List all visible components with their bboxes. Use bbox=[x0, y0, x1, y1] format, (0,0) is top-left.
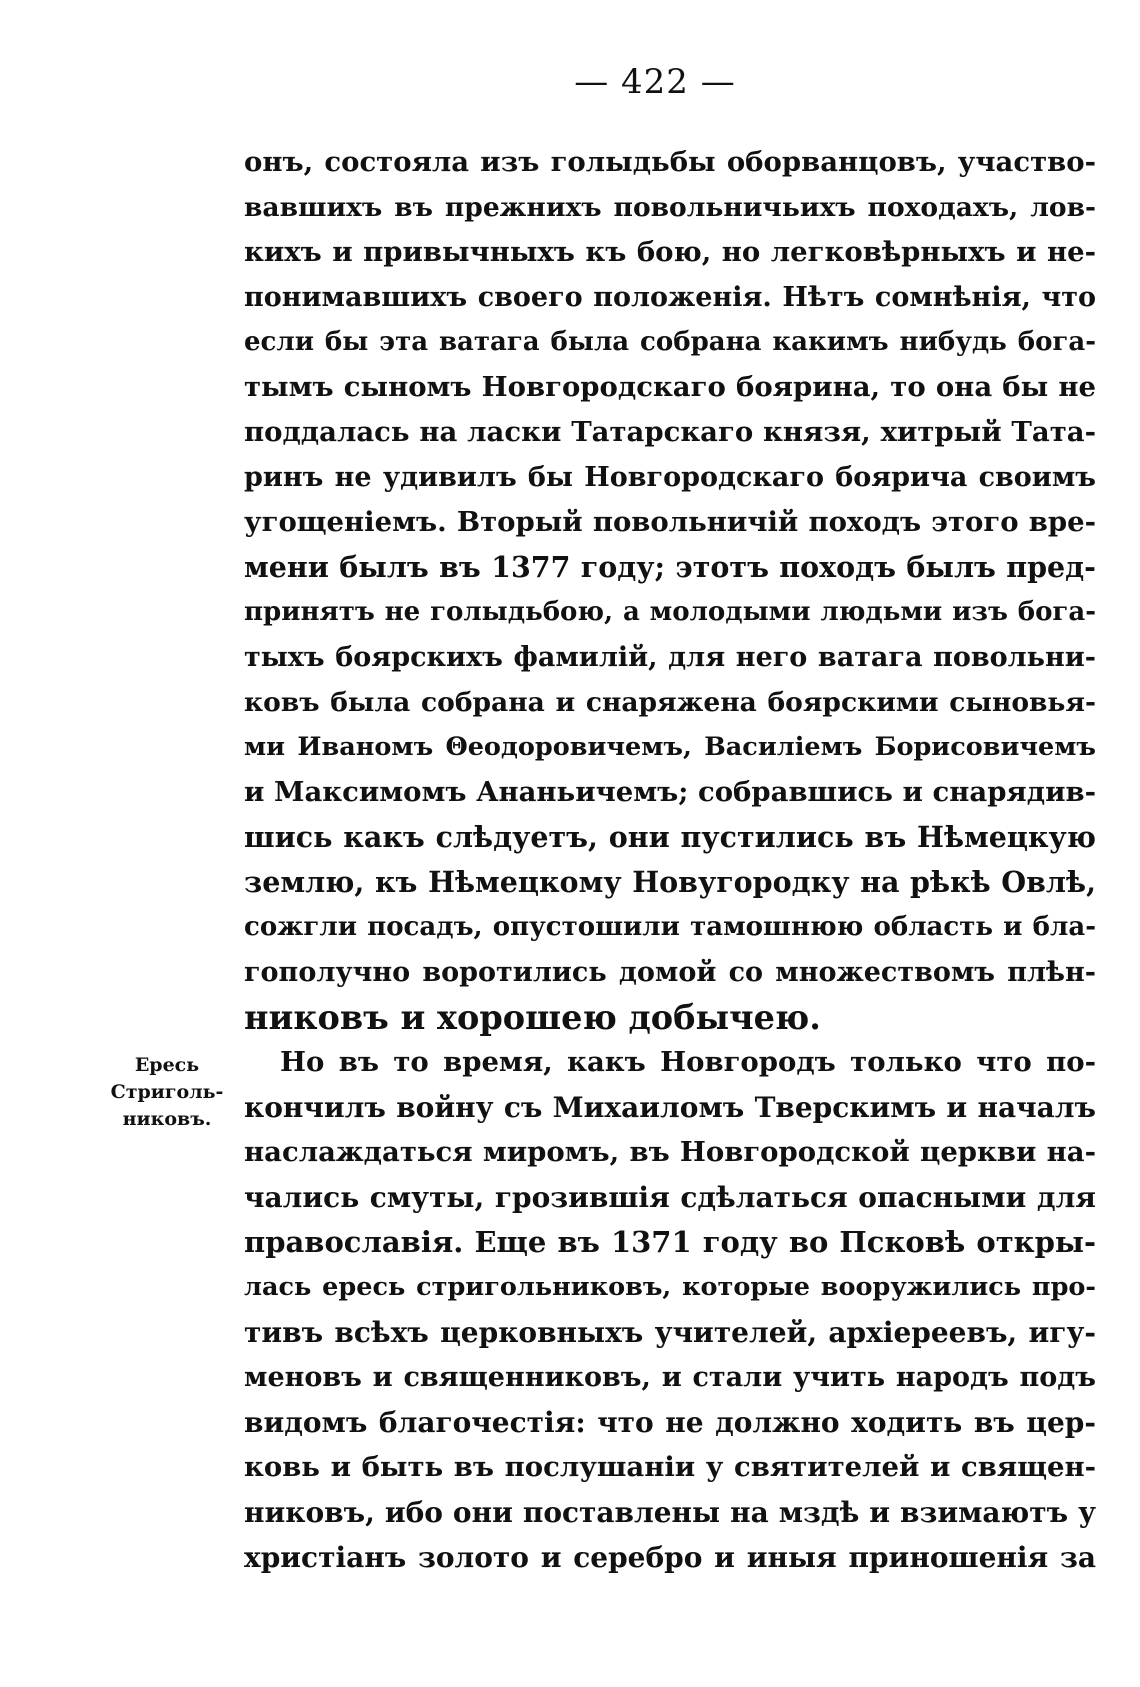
text-line: принятъ не голыдьбою, а молодыми людьми изъ бога- bbox=[244, 597, 1096, 627]
text-line: землю, къ Нѣмецкому Новугородку на рѣкѣ Овлѣ, bbox=[244, 865, 1096, 899]
text-line: видомъ благочестія: что не должно ходить въ цер- bbox=[244, 1406, 1096, 1439]
text-line: гополучно воротились домой со множествомъ плѣн- bbox=[244, 957, 1096, 988]
text-line: если бы эта ватага была собрана какимъ нибудь бога- bbox=[244, 327, 1096, 357]
text-line: наслаждаться миромъ, въ Новгородской церкви на- bbox=[244, 1136, 1096, 1168]
text-line: кончилъ войну съ Михаиломъ Тверскимъ и началъ bbox=[244, 1091, 1096, 1124]
text-line: ми Иваномъ Θеодоровичемъ, Василіемъ Борисовичемъ bbox=[244, 732, 1096, 762]
text-line: и Максимомъ Ананьичемъ; собравшись и снарядив- bbox=[244, 776, 1096, 808]
text-line: никовъ, ибо они поставлены на мздѣ и взимаютъ у bbox=[244, 1496, 1096, 1529]
page-number: — 422 — bbox=[574, 62, 736, 102]
text-line: меновъ и священниковъ, и стали учить народъ подъ bbox=[244, 1362, 1096, 1393]
body-text bbox=[244, 140, 1096, 1580]
text-line: православія. Еще въ 1371 году во Псковѣ откры- bbox=[244, 1225, 1096, 1259]
text-line: угощеніемъ. Вторый повольничій походъ этого вре- bbox=[244, 506, 1096, 538]
text-line: тымъ сыномъ Новгородскаго боярина, то она бы не bbox=[244, 371, 1096, 403]
text-line: тивъ всѣхъ церковныхъ учителей, архіереевъ, игу- bbox=[244, 1316, 1096, 1349]
text-line: ковь и быть въ послушаніи у святителей и священ- bbox=[244, 1451, 1096, 1483]
text-line: мени былъ въ 1377 году; этотъ походъ былъ пред- bbox=[244, 550, 1096, 584]
text-line: онъ, состояла изъ голыдьбы оборванцовъ, участво- bbox=[244, 146, 1096, 178]
text-line: ковъ была собрана и снаряжена боярскими сыновья- bbox=[244, 687, 1096, 718]
text-line: ринъ не удивилъ бы Новгородскаго боярича своимъ bbox=[244, 462, 1096, 493]
margin-note-line: никовъ. bbox=[122, 1108, 212, 1130]
text-line: сожгли посадъ, опустошили тамошнюю область и бла- bbox=[244, 912, 1096, 942]
text-line: лась ересь стригольниковъ, которые вооружились про- bbox=[244, 1272, 1096, 1302]
text-line: тыхъ боярскихъ фамилій, для него ватага повольни- bbox=[244, 642, 1096, 673]
text-line: чались смуты, грозившія сдѣлаться опасными для bbox=[244, 1181, 1096, 1214]
paragraph-start-line: Но въ то время, какъ Новгородъ только что по- bbox=[280, 1046, 1096, 1078]
text-line: вавшихъ въ прежнихъ повольничьихъ походахъ, лов- bbox=[244, 192, 1096, 223]
paragraph-end-line: никовъ и хорошею добычею. bbox=[244, 998, 821, 1037]
text-line: христіанъ золото и серебро и иныя приношенія за bbox=[244, 1541, 1096, 1574]
text-line: понимавшихъ своего положенія. Нѣтъ сомнѣнія, что bbox=[244, 282, 1096, 313]
margin-note-line: Ересь bbox=[134, 1054, 200, 1076]
margin-note-line: Стриголь- bbox=[110, 1081, 224, 1103]
text-line: кихъ и привычныхъ къ бою, но легковѣрныхъ и не- bbox=[244, 236, 1096, 268]
margin-note bbox=[108, 1052, 226, 1133]
text-line: шись какъ слѣдуетъ, они пустились въ Нѣмецкую bbox=[244, 820, 1096, 854]
text-line: поддалась на ласки Татарскаго князя, хитрый Тата- bbox=[244, 416, 1096, 448]
